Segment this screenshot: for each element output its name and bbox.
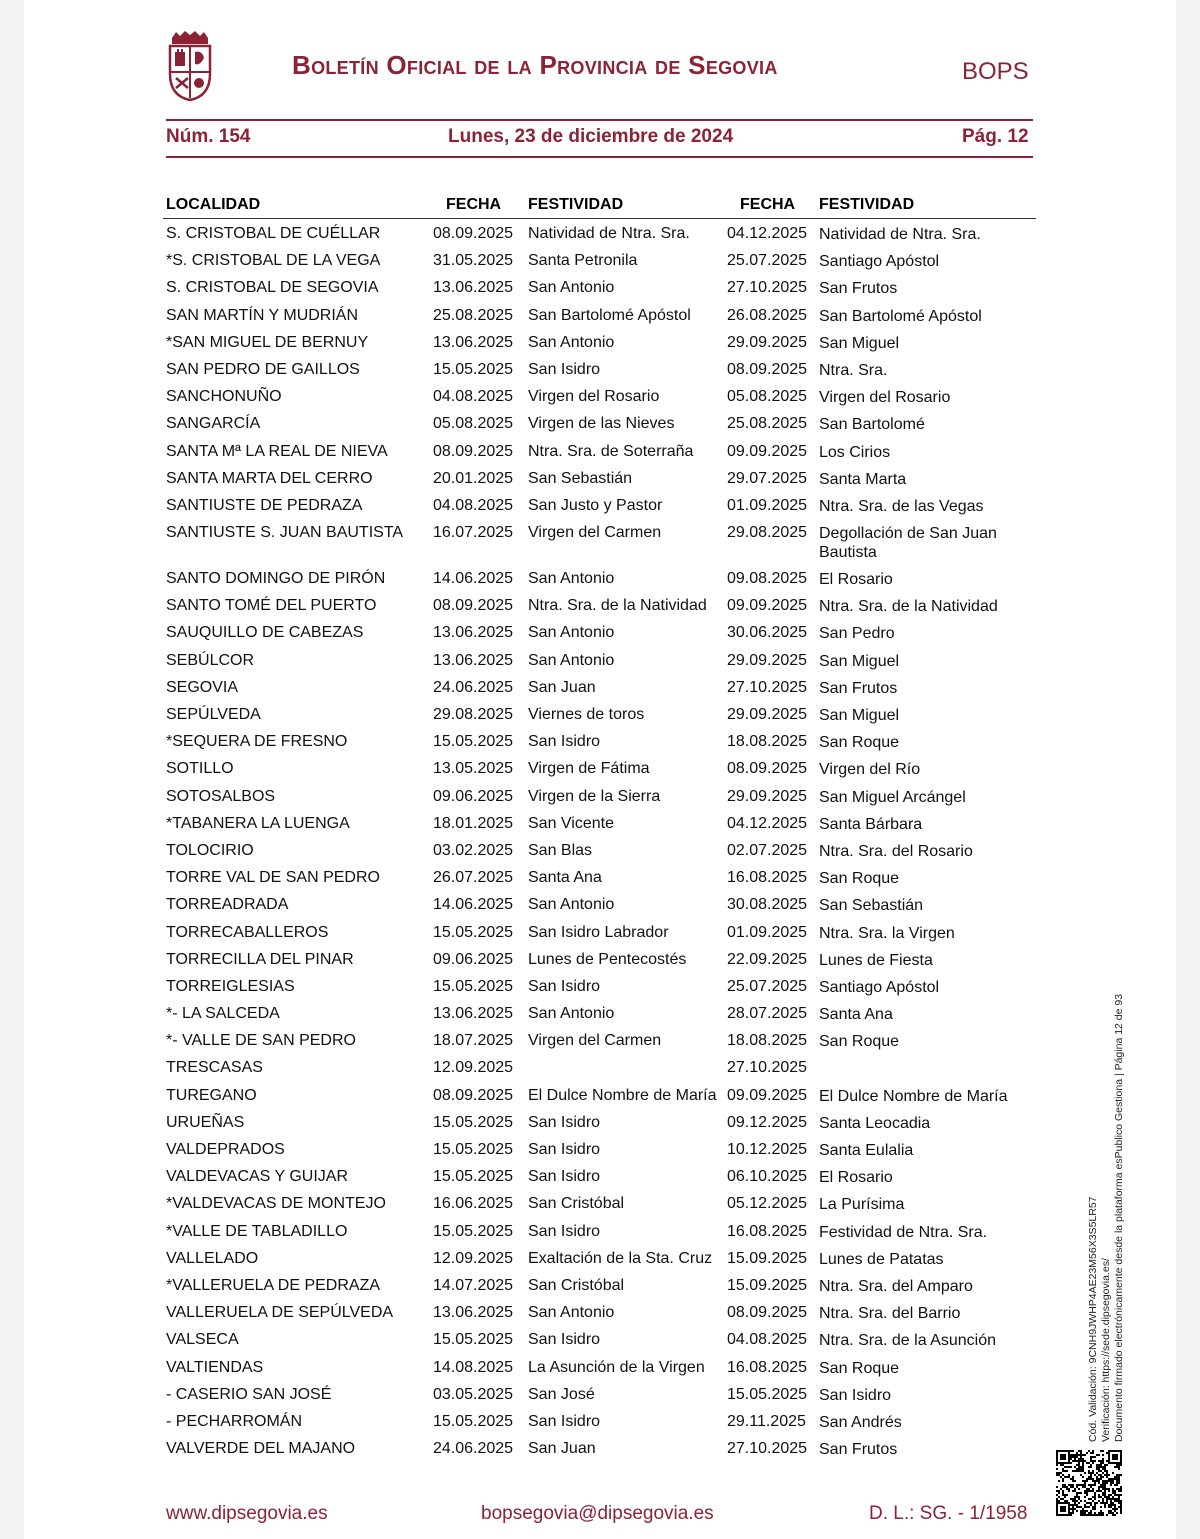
table-row — [0, 1437, 1176, 1464]
cell-festividad-1: San Isidro — [528, 977, 601, 995]
cell-festividad-2: San Pedro — [819, 625, 895, 643]
cell-festividad-2: San Miguel Arcángel — [819, 788, 966, 806]
cell-festividad-2: San Miguel — [819, 652, 900, 670]
cell-festividad-2: San Andrés — [819, 1413, 902, 1431]
cell-fecha-2: 29.09.2025 — [727, 333, 808, 351]
table-row — [0, 1274, 1176, 1301]
cell-fecha-1: 15.05.2025 — [433, 1141, 514, 1158]
cell-fecha-1: 04.08.2025 — [433, 496, 514, 514]
cell-localidad: SAN PEDRO DE GAILLOS — [166, 360, 360, 378]
cell-fecha-2: 29.07.2025 — [727, 469, 808, 487]
cell-fecha-1: 13.05.2025 — [433, 760, 514, 778]
signature-note: Documento firmado electrónicamente desde la plataforma esPublico Gestiona | Página 12 de 93 — [1113, 993, 1125, 1442]
cell-fecha-1: 15.05.2025 — [433, 923, 514, 941]
cell-fecha-2: 15.09.2025 — [727, 1276, 808, 1294]
cell-festividad-2: Virgen del Rosario — [819, 389, 951, 407]
cell-fecha-2: 29.08.2025 — [727, 524, 808, 542]
cell-festividad-2: San Bartolomé — [819, 416, 925, 434]
table-row — [0, 730, 1176, 757]
cell-festividad-1: Ntra. Sra. de Soterraña — [528, 442, 694, 460]
cell-fecha-1: 29.08.2025 — [433, 706, 514, 723]
col-header-festividad-2: FESTIVIDAD — [819, 196, 915, 213]
cell-festividad-2: Santa Leocadia — [819, 1114, 931, 1132]
cell-fecha-1: 05.08.2025 — [433, 415, 514, 433]
cell-fecha-2: 08.09.2025 — [727, 1304, 808, 1322]
cell-fecha-1: 13.06.2025 — [433, 651, 514, 669]
table-row — [0, 757, 1176, 784]
table-row — [0, 1056, 1176, 1083]
table-row — [0, 521, 1176, 567]
table-row — [0, 412, 1176, 439]
cell-festividad-1: San Bartolomé Apóstol — [528, 306, 691, 324]
table-row — [0, 1383, 1176, 1410]
cell-fecha-1: 08.09.2025 — [433, 442, 514, 460]
cell-festividad-2: Ntra. Sra. del Rosario — [819, 842, 973, 860]
table-row — [0, 703, 1176, 730]
cell-festividad-1: Viernes de toros — [528, 706, 645, 723]
cell-festividad-1: El Dulce Nombre de María — [528, 1086, 717, 1104]
cell-localidad: - PECHARROMÁN — [166, 1412, 303, 1430]
cell-fecha-2: 01.09.2025 — [727, 496, 808, 514]
cell-fecha-1: 18.07.2025 — [433, 1032, 514, 1050]
cell-localidad: VALVERDE DEL MAJANO — [166, 1440, 356, 1458]
cell-fecha-2: 27.10.2025 — [727, 279, 808, 297]
issue-number: Núm. 154 — [166, 126, 251, 147]
cell-fecha-1: 15.05.2025 — [433, 733, 514, 751]
cell-festividad-2: San Roque — [819, 1033, 900, 1051]
cell-festividad-1: San Antonio — [528, 651, 615, 669]
validation-code: Cód. Validación: 9CNH9JWHP4AE23M56X3S5LR57 — [1087, 1196, 1099, 1442]
table-row — [0, 866, 1176, 893]
cell-festividad-1: Ntra. Sra. de la Natividad — [528, 597, 707, 615]
cell-festividad-1: San Isidro — [528, 1168, 601, 1186]
cell-fecha-1: 13.06.2025 — [433, 279, 514, 297]
cell-fecha-2: 04.12.2025 — [727, 225, 808, 242]
bulletin-abbr: BOPS — [962, 58, 1029, 85]
cell-festividad-2: Lunes de Fiesta — [819, 951, 933, 969]
col-header-fecha-2: FECHA — [740, 196, 796, 213]
cell-localidad: SAN MARTÍN Y MUDRIÁN — [166, 306, 359, 324]
cell-fecha-1: 15.05.2025 — [433, 1222, 514, 1240]
table-row — [0, 812, 1176, 839]
cell-fecha-1: 14.07.2025 — [433, 1276, 514, 1294]
table-row — [0, 785, 1176, 812]
table-row — [0, 1410, 1176, 1437]
cell-localidad: SANTA Mª LA REAL DE NIEVA — [166, 442, 388, 460]
header-rule-bottom — [166, 156, 1033, 158]
cell-festividad-2: Virgen del Río — [819, 761, 921, 779]
table-row — [0, 467, 1176, 494]
cell-fecha-1: 03.02.2025 — [433, 841, 514, 859]
cell-festividad-2: Santiago Apóstol — [819, 253, 940, 271]
table-row — [0, 975, 1176, 1002]
table-row — [0, 1247, 1176, 1274]
bulletin-title: Boletín Oficial de la Provincia de Segovia — [292, 50, 778, 80]
cell-fecha-2: 15.09.2025 — [727, 1249, 808, 1267]
cell-festividad-2: Santa Marta — [819, 470, 907, 488]
cell-festividad-1: San Cristóbal — [528, 1195, 625, 1213]
cell-localidad: VALDEPRADOS — [166, 1141, 285, 1158]
cell-festividad-2: San Miguel — [819, 707, 900, 724]
cell-fecha-1: 16.07.2025 — [433, 524, 514, 542]
table-row — [0, 249, 1176, 276]
cell-localidad: SANTO TOMÉ DEL PUERTO — [166, 597, 377, 615]
cell-localidad: SANTA MARTA DEL CERRO — [166, 469, 373, 487]
cell-localidad: *S. CRISTOBAL DE LA VEGA — [166, 252, 381, 270]
cell-festividad-2: San Bartolomé Apóstol — [819, 307, 982, 325]
cell-fecha-2: 26.08.2025 — [727, 306, 808, 324]
cell-localidad: *TABANERA LA LUENGA — [166, 814, 350, 832]
cell-festividad-1: San Justo y Pastor — [528, 496, 663, 514]
cell-fecha-1: 03.05.2025 — [433, 1385, 514, 1403]
cell-localidad: SEGOVIA — [166, 678, 239, 696]
cell-localidad: SEPÚLVEDA — [166, 706, 261, 723]
cell-fecha-1: 24.06.2025 — [433, 1440, 514, 1458]
cell-festividad-2: Ntra. Sra. del Amparo — [819, 1277, 973, 1295]
cell-localidad: VALTIENDAS — [166, 1358, 264, 1376]
cell-festividad-1: San Isidro — [528, 1412, 601, 1430]
col-header-fecha-1: FECHA — [446, 196, 502, 213]
cell-localidad: TRESCASAS — [166, 1059, 263, 1077]
cell-fecha-2: 02.07.2025 — [727, 841, 808, 859]
cell-localidad: SANTIUSTE DE PEDRAZA — [166, 496, 363, 514]
cell-festividad-1: Virgen de las Nieves — [528, 415, 675, 433]
cell-festividad-2: Festividad de Ntra. Sra. — [819, 1223, 988, 1241]
cell-fecha-2: 09.12.2025 — [727, 1113, 808, 1131]
cell-localidad: SOTILLO — [166, 760, 234, 778]
table-row — [0, 440, 1176, 467]
cell-fecha-2: 29.09.2025 — [727, 651, 808, 669]
cell-fecha-1: 24.06.2025 — [433, 678, 514, 696]
cell-fecha-2: 18.08.2025 — [727, 733, 808, 751]
cell-fecha-1: 12.09.2025 — [433, 1249, 514, 1267]
cell-festividad-2: El Dulce Nombre de María — [819, 1087, 1008, 1105]
cell-fecha-1: 09.06.2025 — [433, 787, 514, 805]
cell-fecha-2: 09.09.2025 — [727, 442, 808, 460]
cell-fecha-2: 18.08.2025 — [727, 1032, 808, 1050]
cell-festividad-1: San Isidro Labrador — [528, 923, 669, 941]
cell-festividad-1: San Isidro — [528, 360, 601, 378]
cell-localidad: TORRECILLA DEL PINAR — [166, 950, 354, 968]
cell-festividad-1: Virgen de la Sierra — [528, 787, 661, 805]
cell-fecha-2: 15.05.2025 — [727, 1385, 808, 1403]
cell-localidad: S. CRISTOBAL DE CUÉLLAR — [166, 225, 381, 242]
cell-fecha-1: 20.01.2025 — [433, 469, 514, 487]
cell-fecha-1: 15.05.2025 — [433, 1113, 514, 1131]
table-row — [0, 1328, 1176, 1355]
footer-legal: D. L.: SG. - 1/1958 — [869, 1503, 1028, 1524]
cell-festividad-2: Lunes de Patatas — [819, 1250, 944, 1268]
qr-code-icon — [1056, 1450, 1122, 1516]
cell-localidad: TORREADRADA — [166, 896, 289, 914]
cell-fecha-1: 14.06.2025 — [433, 896, 514, 914]
cell-festividad-1: San Antonio — [528, 333, 615, 351]
cell-fecha-2: 22.09.2025 — [727, 950, 808, 968]
cell-localidad: SEBÚLCOR — [166, 651, 255, 669]
cell-festividad-1: San Sebastián — [528, 469, 633, 487]
cell-localidad: - CASERIO SAN JOSÉ — [166, 1385, 332, 1403]
festivities-table — [0, 222, 1176, 1464]
cell-fecha-2: 09.09.2025 — [727, 597, 808, 615]
cell-localidad: *- VALLE DE SAN PEDRO — [166, 1032, 356, 1050]
table-row — [0, 1356, 1176, 1383]
table-row — [0, 385, 1176, 412]
cell-localidad: *VALLERUELA DE PEDRAZA — [166, 1276, 381, 1294]
cell-localidad: VALLERUELA DE SEPÚLVEDA — [166, 1304, 394, 1322]
cell-fecha-2: 08.09.2025 — [727, 360, 808, 378]
table-row — [0, 331, 1176, 358]
cell-festividad-2: Degollación de San Juan Bautista — [819, 525, 997, 562]
cell-fecha-2: 05.08.2025 — [727, 388, 808, 406]
cell-fecha-2: 01.09.2025 — [727, 923, 808, 941]
cell-fecha-2: 29.11.2025 — [727, 1412, 806, 1430]
cell-festividad-1: Virgen de Fátima — [528, 760, 650, 778]
table-row — [0, 1220, 1176, 1247]
cell-fecha-2: 04.12.2025 — [727, 814, 808, 832]
cell-festividad-2: San Isidro — [819, 1386, 892, 1404]
cell-fecha-1: 15.05.2025 — [433, 1168, 514, 1186]
cell-fecha-1: 13.06.2025 — [433, 624, 514, 642]
table-row — [0, 594, 1176, 621]
cell-fecha-1: 15.05.2025 — [433, 1331, 514, 1349]
cell-fecha-1: 26.07.2025 — [433, 869, 514, 887]
cell-fecha-1: 04.08.2025 — [433, 388, 514, 406]
table-row — [0, 1192, 1176, 1219]
cell-festividad-1: Exaltación de la Sta. Cruz — [528, 1249, 713, 1267]
cell-fecha-2: 09.08.2025 — [727, 570, 808, 588]
cell-fecha-2: 27.10.2025 — [727, 1059, 808, 1077]
cell-fecha-2: 30.08.2025 — [727, 896, 808, 914]
cell-festividad-1: San José — [528, 1385, 595, 1403]
cell-festividad-2: Santa Eulalia — [819, 1142, 914, 1159]
table-row — [0, 1138, 1176, 1165]
cell-festividad-1: La Asunción de la Virgen — [528, 1358, 705, 1376]
table-row — [0, 1002, 1176, 1029]
cell-festividad-1: Santa Ana — [528, 869, 602, 887]
cell-festividad-1: San Blas — [528, 841, 593, 859]
cell-festividad-2: Los Cirios — [819, 443, 891, 461]
table-row — [0, 1165, 1176, 1192]
cell-fecha-1: 13.06.2025 — [433, 333, 514, 351]
cell-localidad: S. CRISTOBAL DE SEGOVIA — [166, 279, 379, 297]
footer-email[interactable]: bopsegovia@dipsegovia.es — [481, 1503, 714, 1524]
cell-fecha-2: 29.09.2025 — [727, 706, 808, 723]
cell-festividad-2: Ntra. Sra. — [819, 361, 888, 379]
cell-fecha-1: 13.06.2025 — [433, 1304, 514, 1322]
cell-fecha-1: 15.05.2025 — [433, 1412, 514, 1430]
cell-fecha-1: 08.09.2025 — [433, 225, 514, 242]
cell-localidad: TORRE VAL DE SAN PEDRO — [166, 869, 380, 887]
cell-localidad: TORRECABALLEROS — [166, 923, 329, 941]
col-header-festividad-1: FESTIVIDAD — [528, 196, 624, 213]
cell-fecha-1: 13.06.2025 — [433, 1005, 514, 1023]
cell-festividad-2: Ntra. Sra. de la Asunción — [819, 1332, 996, 1350]
cell-fecha-2: 10.12.2025 — [727, 1141, 808, 1158]
cell-fecha-1: 15.05.2025 — [433, 977, 514, 995]
cell-fecha-1: 31.05.2025 — [433, 252, 514, 270]
table-row — [0, 494, 1176, 521]
table-row — [0, 1084, 1176, 1111]
table-row — [0, 649, 1176, 676]
cell-festividad-1: San Isidro — [528, 1141, 601, 1158]
page-number: Pág. 12 — [962, 126, 1029, 147]
cell-festividad-2: San Roque — [819, 1359, 900, 1377]
cell-festividad-2: San Frutos — [819, 280, 898, 298]
cell-localidad: TUREGANO — [166, 1086, 257, 1104]
cell-fecha-2: 04.08.2025 — [727, 1331, 808, 1349]
table-row — [0, 222, 1176, 249]
table-row — [0, 893, 1176, 920]
table-row — [0, 948, 1176, 975]
cell-fecha-2: 16.08.2025 — [727, 1222, 808, 1240]
cell-localidad: *SAN MIGUEL DE BERNUY — [166, 333, 369, 351]
cell-fecha-2: 25.07.2025 — [727, 977, 808, 995]
cell-localidad: TORREIGLESIAS — [166, 977, 295, 995]
cell-festividad-2: San Roque — [819, 734, 900, 752]
cell-localidad: SANGARCÍA — [166, 415, 261, 433]
cell-fecha-1: 14.08.2025 — [433, 1358, 514, 1376]
cell-localidad: SANCHONUÑO — [166, 388, 282, 406]
cell-localidad: SOTOSALBOS — [166, 787, 276, 805]
table-row — [0, 1029, 1176, 1056]
cell-festividad-1: San Isidro — [528, 1331, 601, 1349]
cell-festividad-1: Virgen del Rosario — [528, 388, 660, 406]
cell-fecha-1: 12.09.2025 — [433, 1059, 514, 1077]
table-row — [0, 1111, 1176, 1138]
cell-fecha-2: 28.07.2025 — [727, 1005, 808, 1023]
cell-fecha-2: 05.12.2025 — [727, 1195, 808, 1213]
cell-festividad-1: San Antonio — [528, 896, 615, 914]
cell-festividad-2: Natividad de Ntra. Sra. — [819, 226, 981, 243]
cell-festividad-1: San Isidro — [528, 733, 601, 751]
table-row — [0, 921, 1176, 948]
cell-festividad-1: San Juan — [528, 678, 596, 696]
table-row — [0, 358, 1176, 385]
cell-fecha-2: 25.07.2025 — [727, 252, 808, 270]
cell-fecha-2: 27.10.2025 — [727, 1440, 808, 1458]
cell-localidad: SAUQUILLO DE CABEZAS — [166, 624, 364, 642]
cell-festividad-1: San Antonio — [528, 570, 615, 588]
issue-date: Lunes, 23 de diciembre de 2024 — [448, 126, 734, 147]
col-header-localidad: LOCALIDAD — [166, 196, 261, 213]
cell-localidad: SANTIUSTE S. JUAN BAUTISTA — [166, 524, 404, 542]
table-row — [0, 621, 1176, 648]
cell-fecha-2: 16.08.2025 — [727, 869, 808, 887]
cell-fecha-1: 08.09.2025 — [433, 597, 514, 615]
cell-festividad-2: Ntra. Sra. del Barrio — [819, 1305, 961, 1323]
cell-festividad-2: El Rosario — [819, 1169, 893, 1187]
cell-festividad-1: Lunes de Pentecostés — [528, 950, 687, 968]
cell-localidad: *VALLE DE TABLADILLO — [166, 1222, 348, 1240]
cell-localidad: TOLOCIRIO — [166, 841, 254, 859]
cell-festividad-2: San Miguel — [819, 334, 900, 352]
cell-festividad-2: El Rosario — [819, 571, 893, 589]
cell-festividad-2: San Frutos — [819, 1441, 898, 1459]
table-row — [0, 676, 1176, 703]
cell-localidad: VALDEVACAS Y GUIJAR — [166, 1168, 348, 1186]
cell-fecha-1: 25.08.2025 — [433, 306, 514, 324]
table-row — [0, 276, 1176, 303]
cell-festividad-1: Virgen del Carmen — [528, 1032, 662, 1050]
header-rule-top — [166, 119, 1033, 121]
validation-side-text — [1087, 994, 1126, 1442]
cell-fecha-2: 09.09.2025 — [727, 1086, 808, 1104]
cell-fecha-1: 15.05.2025 — [433, 360, 514, 378]
cell-fecha-1: 18.01.2025 — [433, 814, 514, 832]
cell-festividad-2: Santa Ana — [819, 1006, 893, 1024]
cell-fecha-2: 27.10.2025 — [727, 678, 808, 696]
cell-festividad-1: San Antonio — [528, 279, 615, 297]
cell-fecha-1: 14.06.2025 — [433, 570, 514, 588]
cell-festividad-2: Ntra. Sra. la Virgen — [819, 924, 955, 942]
cell-fecha-2: 08.09.2025 — [727, 760, 808, 778]
cell-festividad-2: San Roque — [819, 870, 900, 888]
cell-fecha-2: 29.09.2025 — [727, 787, 808, 805]
cell-festividad-2: Santiago Apóstol — [819, 978, 940, 996]
cell-fecha-2: 25.08.2025 — [727, 415, 808, 433]
cell-festividad-1: San Juan — [528, 1440, 596, 1458]
cell-fecha-1: 09.06.2025 — [433, 950, 514, 968]
cell-festividad-1: San Antonio — [528, 624, 615, 642]
cell-festividad-1: San Isidro — [528, 1113, 601, 1131]
table-row — [0, 304, 1176, 331]
cell-festividad-1: San Vicente — [528, 814, 614, 832]
cell-localidad: *VALDEVACAS DE MONTEJO — [166, 1195, 386, 1213]
table-header-rule — [163, 218, 1036, 219]
cell-festividad-2: Ntra. Sra. de la Natividad — [819, 598, 998, 616]
cell-festividad-2: La Purísima — [819, 1196, 905, 1214]
cell-festividad-2: San Frutos — [819, 679, 898, 697]
cell-festividad-2: Ntra. Sra. de las Vegas — [819, 497, 984, 515]
cell-festividad-1: Virgen del Carmen — [528, 524, 662, 542]
cell-localidad: URUEÑAS — [166, 1113, 245, 1131]
cell-localidad: SANTO DOMINGO DE PIRÓN — [166, 570, 386, 588]
cell-festividad-1: Natividad de Ntra. Sra. — [528, 225, 690, 242]
cell-localidad: VALSECA — [166, 1331, 239, 1349]
cell-festividad-1: San Cristóbal — [528, 1276, 625, 1294]
table-row — [0, 1301, 1176, 1328]
cell-fecha-2: 30.06.2025 — [727, 624, 808, 642]
cell-localidad: *- LA SALCEDA — [166, 1005, 280, 1023]
cell-festividad-1: San Antonio — [528, 1005, 615, 1023]
cell-festividad-1: Santa Petronila — [528, 252, 638, 270]
table-row — [0, 567, 1176, 594]
coat-of-arms-icon — [166, 30, 214, 102]
cell-festividad-1: San Antonio — [528, 1304, 615, 1322]
cell-fecha-2: 16.08.2025 — [727, 1358, 808, 1376]
cell-fecha-1: 08.09.2025 — [433, 1086, 514, 1104]
cell-localidad: *SEQUERA DE FRESNO — [166, 733, 348, 751]
cell-fecha-1: 16.06.2025 — [433, 1195, 514, 1213]
verification-url: Verificación: https://sede.dipsegovia.es/ — [1100, 1258, 1112, 1442]
cell-festividad-2: San Sebastián — [819, 897, 924, 915]
footer-website[interactable]: www.dipsegovia.es — [166, 1503, 328, 1524]
cell-festividad-1: San Isidro — [528, 1222, 601, 1240]
table-row — [0, 839, 1176, 866]
cell-festividad-2: Santa Bárbara — [819, 815, 923, 833]
cell-localidad: VALLELADO — [166, 1249, 259, 1267]
cell-fecha-2: 06.10.2025 — [727, 1168, 808, 1186]
